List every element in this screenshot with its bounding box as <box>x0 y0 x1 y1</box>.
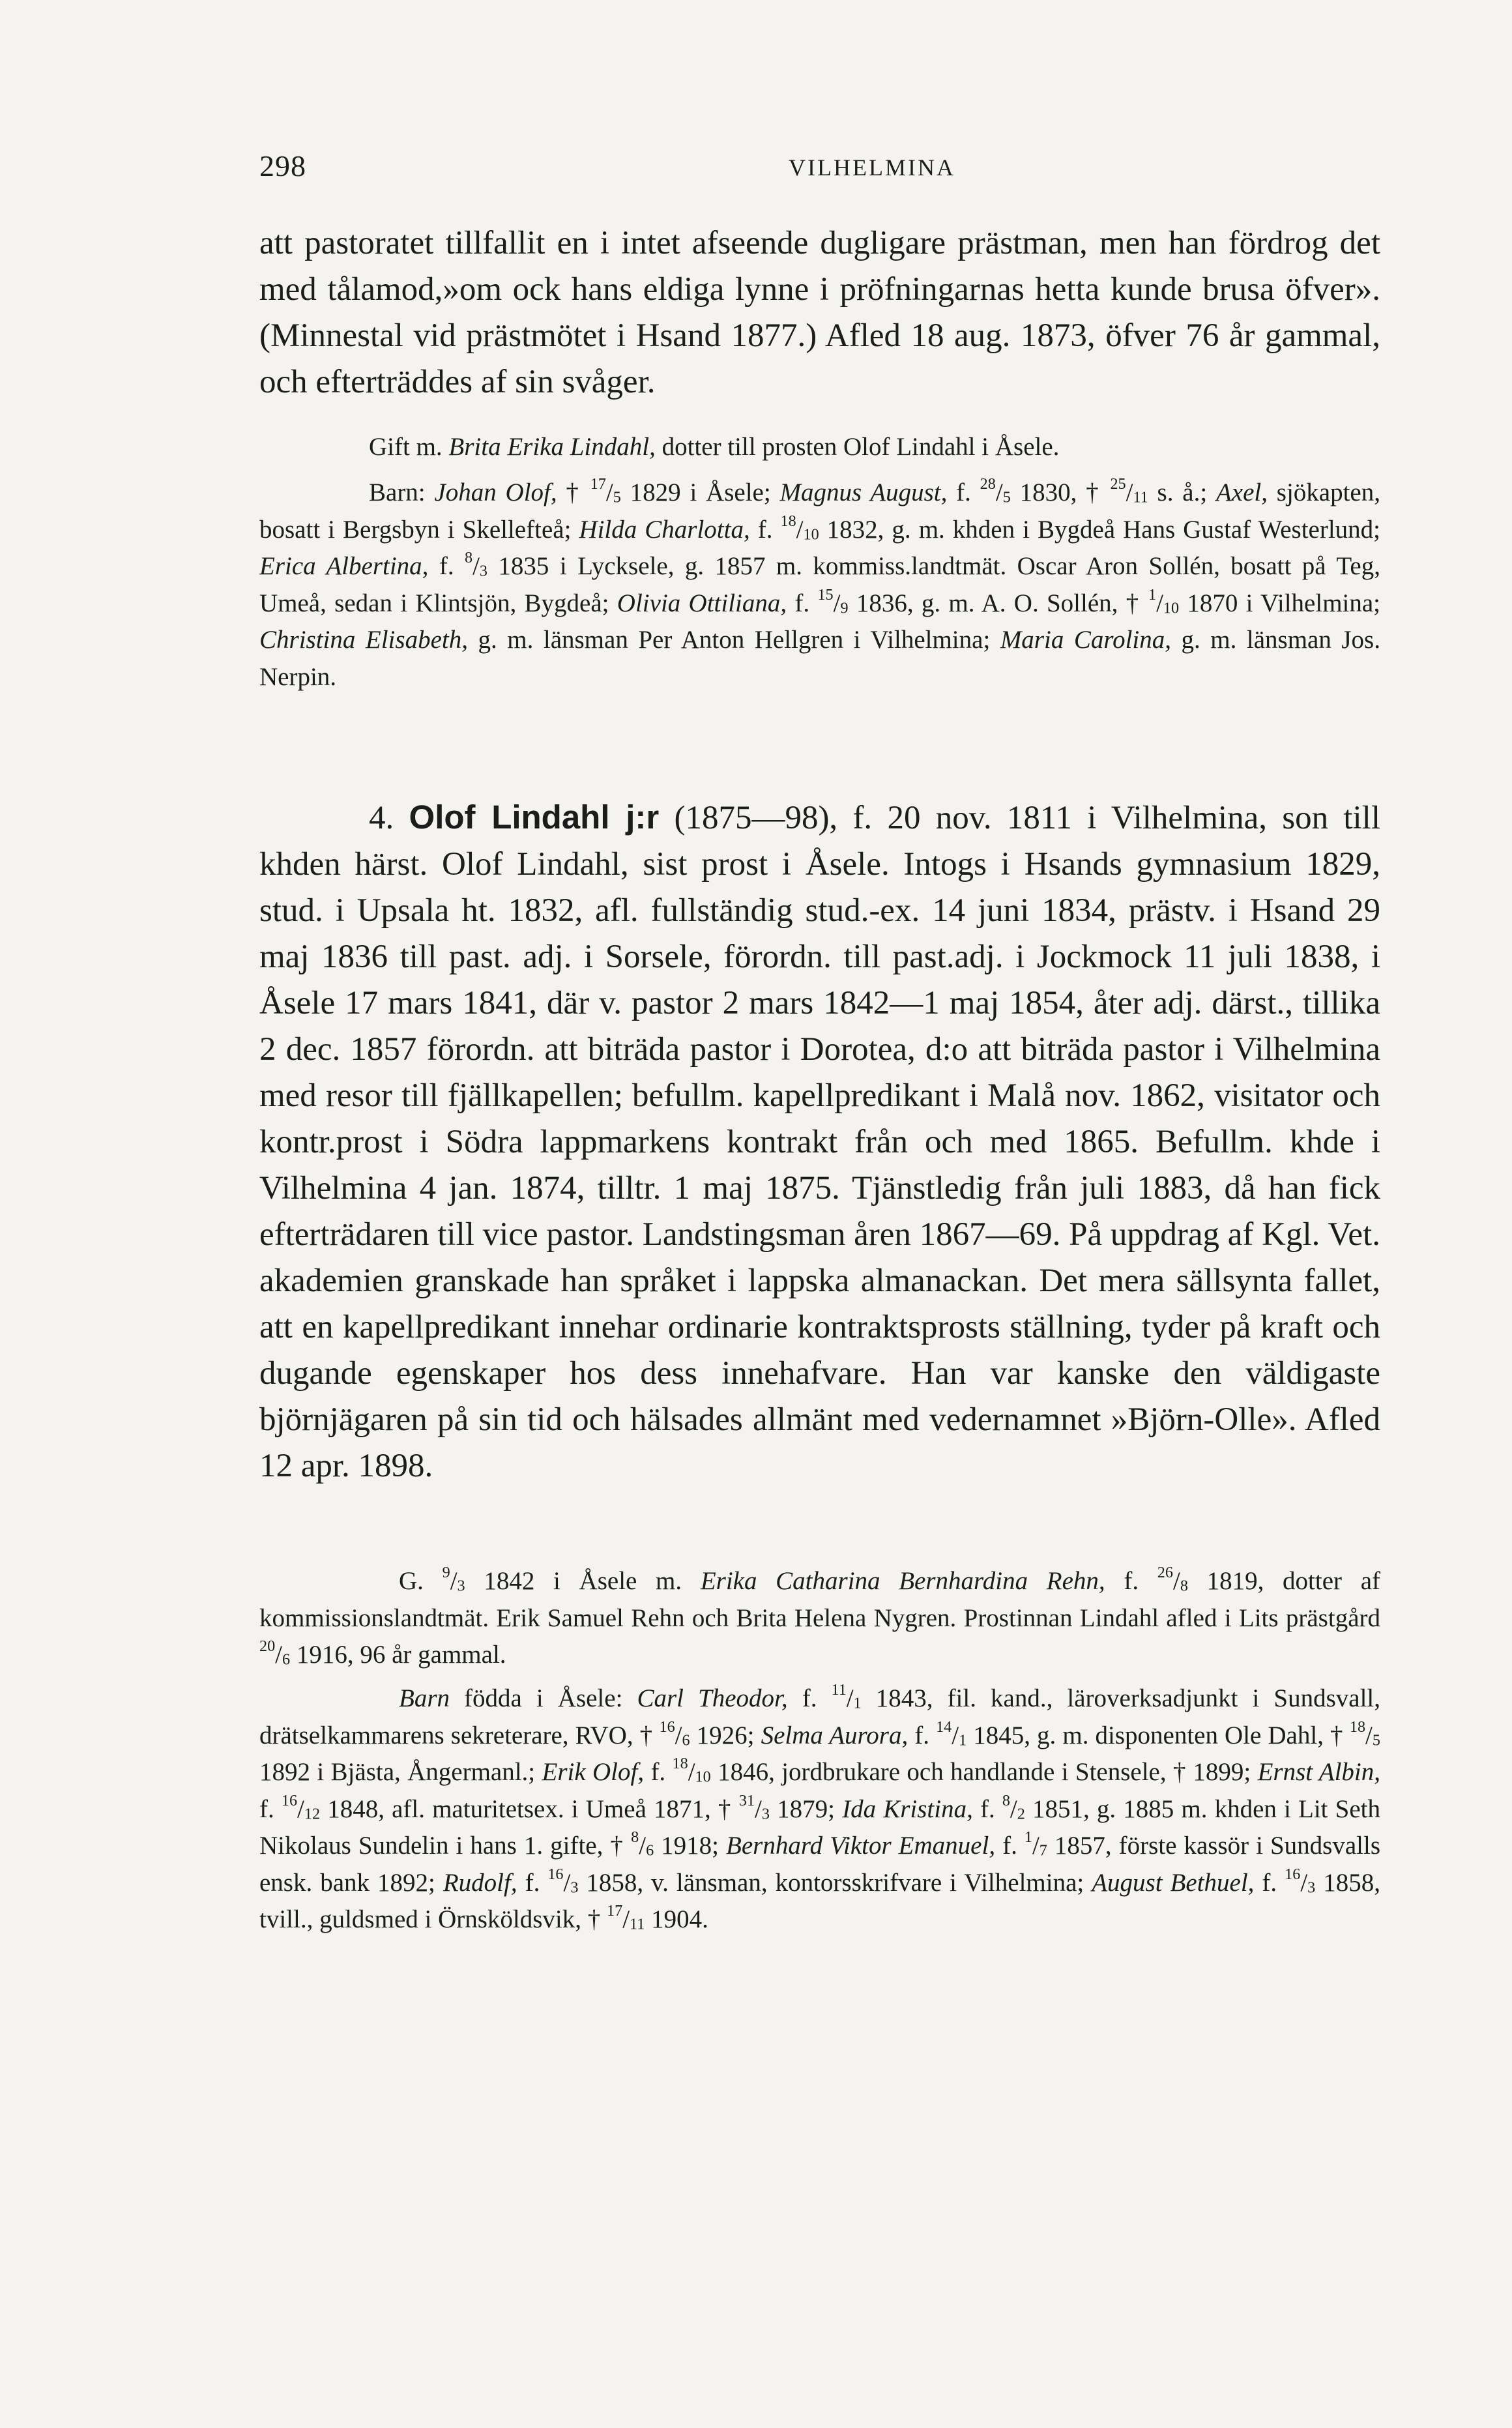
child-name: Ida Kristina, <box>842 1794 973 1823</box>
child-name: Christina Elisabeth, <box>259 626 468 654</box>
child-name: Magnus August, <box>779 478 948 506</box>
child-name: Axel, <box>1215 478 1268 506</box>
entry-name: Olof Lindahl j:r <box>409 798 660 836</box>
paragraph-children-2: Barn födda i Åsele: Carl Theodor, f. $^{11}/_1$ 1843, fil. kand., läroverksadjunkt i Sundsvall, drätselkammarens sekreterare, RVO, † $^{16}/_6$ 1926; Selma Aurora, f. $^{14}/_1$ 1845, g. m. disponenten Ole Dahl, † $^{18}/_5$ 1892 i Bjästa, Ångermanl.; Erik Olof, f. $^{18}/_{10}$ 1846, jordbrukare och handlande i Stensele, † 1899; Ernst Albin, f. $^{16}/_{12}$ 1848, afl. maturitetsex. i Umeå 1871, † $^{31}/_3$ 1879; Ida Kristina, f. $^8/_2$ 1851, g. 1885 m. khden i Lit Seth Nikolaus Sundelin i hans 1. gifte, † $^8/_6$ 1918; Bernhard Viktor Emanuel, f. $^1/_7$ 1857, förste kassör i Sundsvalls ensk. bank 1892; Rudolf, f. $^{16}/_3$ 1858, v. länsman, kontorsskrifvare i Vilhelmina; August Bethuel, f. $^{16}/_3$ 1858, tvill., guldsmed i Örnsköldsvik, † $^{17}/_{11}$ 1904. <box>259 1680 1380 1933</box>
child-name: Ernst Albin, <box>1257 1758 1380 1786</box>
child-name: Carl Theodor, <box>637 1684 788 1712</box>
child-name: Hilda Charlotta, <box>579 515 750 544</box>
children-label: Barn <box>399 1684 450 1712</box>
child-name: Erik Olof, <box>542 1758 645 1786</box>
spouse-name: Brita Erika Lindahl, <box>448 433 656 461</box>
spouse-name: Erika Catharina Bernhardina Rehn, <box>700 1567 1105 1595</box>
page-number: 298 <box>259 149 306 183</box>
child-name: Johan Olof, <box>434 478 557 506</box>
entry-number: 4. <box>369 800 409 836</box>
child-name: Selma Aurora, <box>761 1721 909 1749</box>
child-name: Bernhard Viktor Emanuel, <box>726 1832 996 1860</box>
page-header <box>259 149 1380 194</box>
paragraph-children: Barn: Johan Olof, † $^{17}/_5$ 1829 i Åsele; Magnus August, f. $^{28}/_5$ 1830, † $^{25}/_{11}$ s. å.; Axel, sjökapten, bosatt i Bergsbyn i Skellefteå; Hilda Charlotta, f. $^{18}/_{10}$ 1832, g. m. khden i Bygdeå Hans Gustaf Westerlund; Erica Albertina, f. $^8/_3$ 1835 i Lycksele, g. 1857 m. kommiss.landtmät. Oscar Aron Sollén, bosatt på Teg, Umeå, sedan i Klintsjön, Bygdeå; Olivia Ottiliana, f. $^{15}/_9$ 1836, g. m. A. O. Sollén, † $^1/_{10}$ 1870 i Vilhelmina; Christina Elisabeth, g. m. länsman Per Anton Hellgren i Vilhelmina; Maria Carolina, g. m. länsman Jos. Nerpin. <box>259 475 1381 691</box>
running-title: VILHELMINA <box>789 154 955 181</box>
paragraph-continuation: att pastoratet tillfallit en i intet afseende dugligare prästman, men han fördrog det med tålamod,»om ock hans eldiga lynne i pröfningarnas hetta kunde brusa öfver». (Minnestal vid prästmötet i Hsand 1877.) Afled 18 aug. 1873, öfver 76 år gammal, och efterträddes af sin svåger. <box>259 225 1380 400</box>
paragraph-entry-4: 4. Olof Lindahl j:r (1875—98), f. 20 nov. 1811 i Vilhelmina, son till khden härst. Olof Lindahl, sist prost i Åsele. Intogs i Hsands gymnasium 1829, stud. i Upsala ht. 1832, afl. fullständig stud.-ex. 14 juni 1834, prästv. i Hsand 29 maj 1836 till past. adj. i Sorsele, förordn. till past.adj. i Jockmock 11 juli 1838, i Åsele 17 mars 1841, där v. pastor 2 mars 1842—1 maj 1854, åter adj. därst., tillika 2 dec. 1857 förordn. att biträda pastor i Dorotea, d:o att biträda pastor i Vilhelmina med resor till fjällkapellen; befullm. kapellpredikant i Malå nov. 1862, visitator och kontr.prost i Södra lappmarkens kontrakt från och med 1865. Befullm. khde i Vilhelmina 4 jan. 1874, tilltr. 1 maj 1875. Tjänstledig från juli 1883, då han fick efterträdaren till vice pastor. Landstingsman åren 1867—69. På uppdrag af Kgl. Vet. akademien granskade han språket i lappska almanackan. Det mera sällsynta fallet, att en kapellpredikant innehar ordinarie kontraktsprosts ställning, tyder på kraft och dugande egenskaper hos dess innehafvare. Han var kanske den väldigaste björnjägaren på sin tid och hälsades allmänt med vedernamnet »Björn-Olle». Afled 12 apr. 1898. <box>259 798 1381 1484</box>
child-name: Erica Albertina, <box>259 552 429 580</box>
paragraph-marriage-2: G. $^9/_3$ 1842 i Åsele m. Erika Catharina Bernhardina Rehn, f. $^{26}/_8$ 1819, dotter af kommissionslandtmät. Erik Samuel Rehn och Brita Helena Nygren. Prostinnan Lindahl afled i Lits prästgård $^{20}/_6$ 1916, 96 år gammal. <box>259 1563 1380 1669</box>
child-name: Olivia Ottiliana, <box>617 589 787 617</box>
paragraph-marriage: Gift m. Brita Erika Lindahl, dotter till prosten Olof Lindahl i Åsele. <box>369 433 1060 461</box>
child-name: Maria Carolina, <box>1000 626 1171 654</box>
child-name: Rudolf, <box>443 1868 517 1897</box>
child-name: August Bethuel, <box>1092 1868 1255 1897</box>
